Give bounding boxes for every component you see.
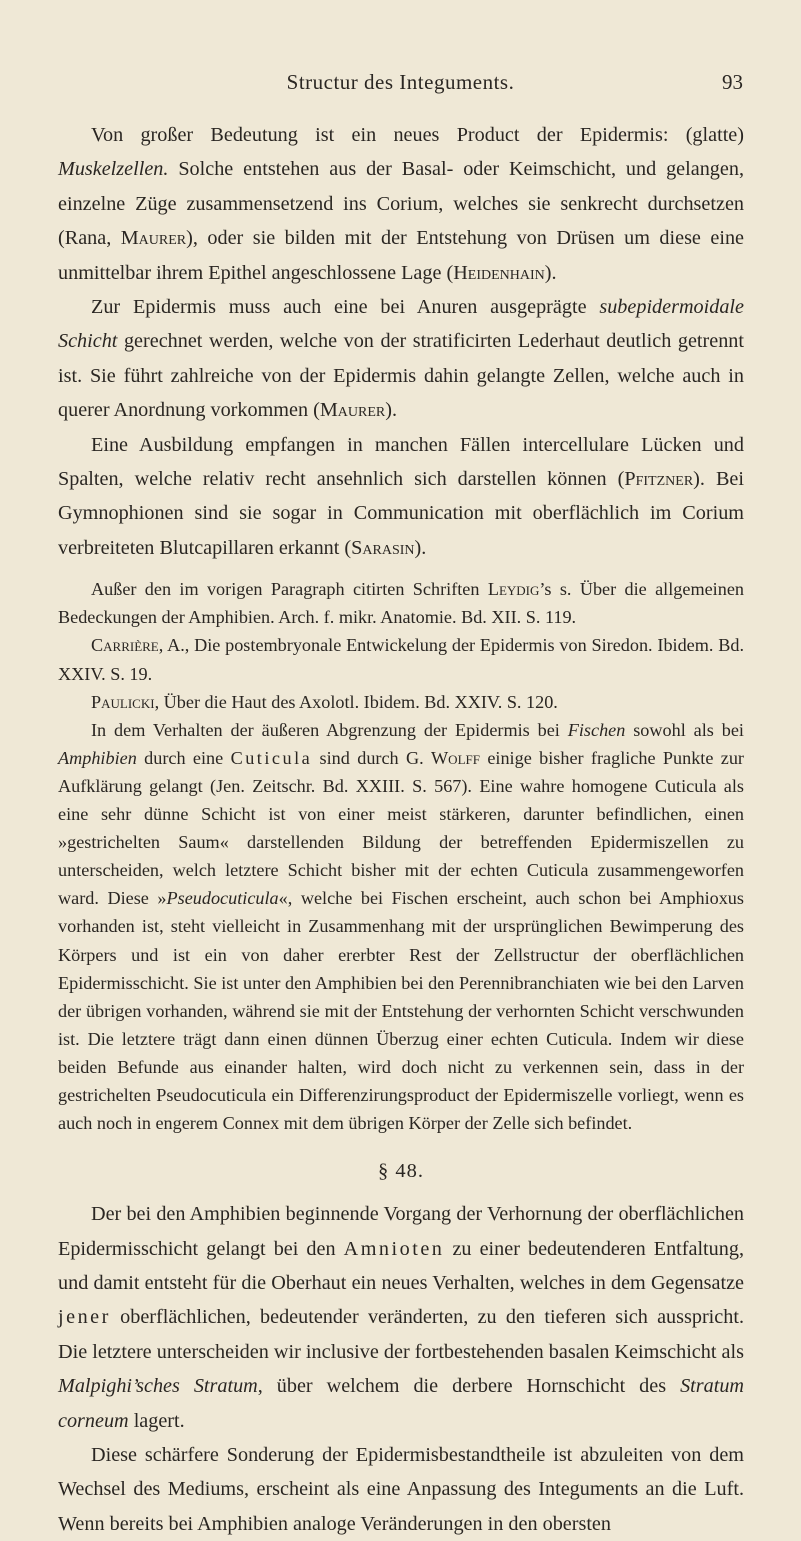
- emphasis-jener: jener: [58, 1306, 111, 1329]
- spacer: [58, 565, 744, 575]
- text-run: Diese schärfere Sonderung der Epidermisbestandtheile ist abzuleiten von dem Wechsel des Mediums, erscheint als eine Anpassung des Integuments an die Luft. Wenn bereits bei Amphibien analoge Veränderungen in den obersten: [58, 1444, 744, 1535]
- term-stratum-corneum: Stratum corneum: [58, 1375, 744, 1432]
- page-number: 93: [722, 70, 743, 94]
- text-run: zu einer bedeutenderen Entfaltung, und damit entsteht für die Oberhaut ein neues Verhalten, welches in dem Gegensatze: [58, 1237, 744, 1294]
- paragraph-muskelzellen: [58, 118, 744, 290]
- text-run: Zur Epidermis muss auch eine bei Anuren ausgeprägte: [91, 296, 600, 319]
- author-name: Maurer: [319, 399, 386, 422]
- text-run: sowohl als bei: [625, 719, 744, 740]
- references-block: [58, 575, 744, 1137]
- reference-carriere: [58, 631, 744, 687]
- text-run: oberflächlichen, bedeutender veränderten, zu den tieferen sich ausspricht. Die letztere unterscheiden wir inclusive der fortbestehenden basalen Keimschicht als: [58, 1306, 744, 1363]
- author-name: Sarasin: [351, 536, 415, 559]
- author-name: Pfitzner: [624, 468, 694, 491]
- text-run: , über welchem die derbere Hornschicht des: [257, 1375, 681, 1398]
- running-title: Structur des Integuments.: [286, 70, 515, 94]
- reference-paulicki: [58, 688, 744, 716]
- paragraph-intercellulare-luecken: [58, 428, 744, 566]
- author-name: Heidenhain: [453, 261, 545, 284]
- author-name: Carrière: [91, 635, 159, 656]
- text-run: Eine Ausbildung empfangen in manchen Fällen intercellulare Lücken und Spalten, welche relativ recht ansehnlich sich darstellen können (: [58, 433, 744, 491]
- text-run: ).: [544, 261, 557, 284]
- text-run: lagert.: [128, 1409, 185, 1432]
- text-run: ). Bei Gymnophionen sind sie sogar in Communication mit oberflächlich im Corium verbreiteten Blutcapillaren erkannt (: [58, 468, 744, 559]
- text-run: gerechnet werden, welche von der stratificirten Lederhaut deutlich getrennt ist. Sie führt zahlreiche von der Epidermis dahin gelangte Zellen, welche auch in querer Anordnung vorkommen (: [58, 330, 744, 422]
- text-run: , A., Die postembryonale Entwickelung der Epidermis von Siredon. Ibidem. Bd. XXIV. S. 19.: [58, 635, 744, 684]
- text-run: sind durch G.: [312, 747, 432, 768]
- author-name: Paulicki: [91, 691, 155, 712]
- term-muskelzellen: Muskelzellen.: [58, 158, 169, 181]
- term-malpighi-stratum: Malpighi’sches Stratum: [58, 1375, 258, 1398]
- text-run: ’s s. Über die allgemeinen Bedeckungen der Amphibien. Arch. f. mikr. Anatomie. Bd. XII. S. 119.: [58, 579, 744, 628]
- term-amphibien: Amphibien: [58, 747, 137, 768]
- text-run: «, welche bei Fischen erscheint, auch schon bei Amphioxus vorhanden ist, steht vielleicht in Zusammenhang mit der ursprünglichen Bewimperung des Körpers und ist ein von daher ererbter Rest der Zellstructur der oberflächlichen Epidermisschicht. Sie ist unter den Amphibien bei den Perennibranchiaten wie bei den Larven der übrigen vorhanden, während sie mit der Entstehung der verhornten Schicht verschwunden ist. Die letztere trägt dann einen dünnen Überzug einer echten Cuticula. Indem wir diese beiden Befunde aus einander halten, wird doch nicht zu verkennen sein, dass in der gestrichelten Pseudocuticula ein Differenzirungsproduct der Epidermiszelle vorliegt, wenn es auch noch in engerem Connex mit dem übrigen Körper der Zelle sich befindet.: [58, 888, 744, 1134]
- term-cuticula: Cuticula: [230, 747, 313, 768]
- author-name: Leydig: [487, 579, 540, 600]
- text-run: einige bisher fragliche Punkte zur Aufklärung gelangt (Jen. Zeitschr. Bd. XXIII. S. 567). Eine wahre homogene Cuticula als eine sehr dünne Schicht ist von einer meist stärkeren, darunter befindlichen, einen »gestrichelten Saum« darstellenden Bildung der betreffenden Epidermiszellen zu unterscheiden, welch letztere Schicht bisher mit der echten Cuticula zusammengeworfen ward. Diese »: [58, 747, 744, 909]
- text-run: Außer den im vorigen Paragraph citirten Schriften: [91, 579, 488, 600]
- text-run: Von großer Bedeutung ist ein neues Product der Epidermis: (glatte): [91, 124, 744, 146]
- note-cuticula: [58, 716, 744, 1137]
- paragraph-subepidermoidale-schicht: [58, 290, 744, 428]
- text-run: , Über die Haut des Axolotl. Ibidem. Bd. XXIV. S. 120.: [154, 691, 558, 712]
- section-heading: § 48.: [378, 1160, 424, 1183]
- text-run: In dem Verhalten der äußeren Abgrenzung der Epidermis bei: [91, 719, 568, 740]
- paragraph-sonderung: [58, 1438, 744, 1541]
- text-run: ), oder sie bilden mit der Entstehung von Drüsen um diese eine unmittelbar ihrem Epithel angeschlossene Lage (: [58, 227, 744, 284]
- reference-leydig: [58, 575, 744, 631]
- author-name: Wolff: [431, 747, 480, 768]
- text-run: ).: [414, 536, 427, 559]
- page-header: [0, 70, 801, 100]
- text-run: Der bei den Amphibien beginnende Vorgang der Verhornung der oberflächlichen Epidermisschicht gelangt bei den: [58, 1203, 744, 1260]
- text-run: durch eine: [136, 747, 231, 768]
- term-subepidermoidale-schicht: subepidermoidale Schicht: [58, 296, 744, 353]
- page-body: [58, 118, 744, 1541]
- text-run: Solche entstehen aus der Basal- oder Keimschicht, und gelangen, einzelne Züge zusammensetzend ins Corium, welches sie senkrecht durchsetzen (Rana,: [58, 158, 744, 250]
- author-name: Maurer: [120, 227, 187, 250]
- text-run: ).: [385, 399, 398, 422]
- term-pseudocuticula: Pseudocuticula: [166, 888, 279, 909]
- paragraph-verhornung: [58, 1197, 744, 1438]
- term-amnioten: Amnioten: [343, 1237, 445, 1260]
- term-fischen: Fischen: [567, 719, 626, 740]
